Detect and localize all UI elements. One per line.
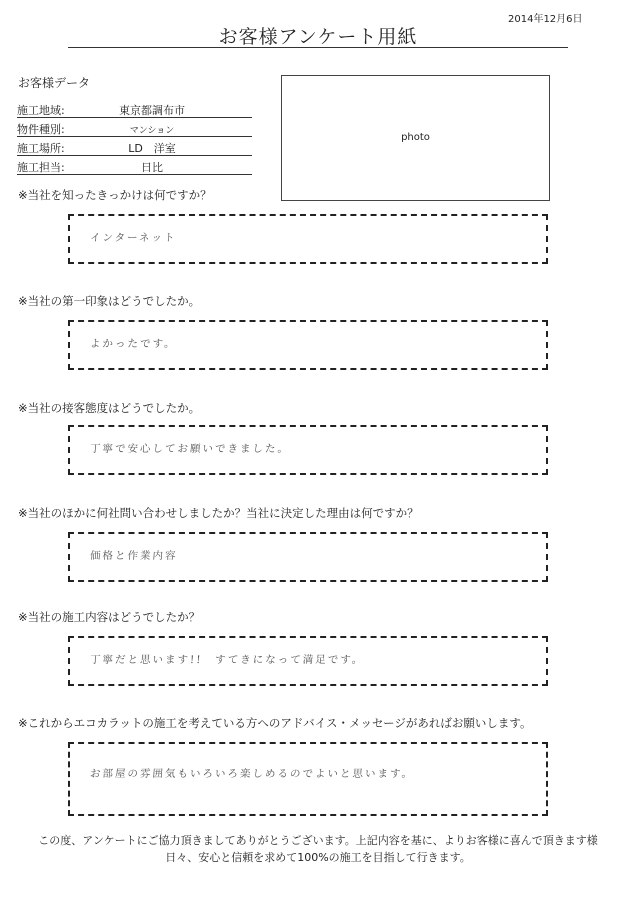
- info-row-location: [17, 138, 252, 156]
- photo-label: photo: [401, 132, 430, 143]
- title-underline: [68, 47, 568, 48]
- info-value-area: 東京都調布市: [119, 104, 185, 117]
- info-value-location: LD 洋室: [128, 142, 176, 155]
- answer-2: よかったです。: [89, 338, 178, 350]
- info-label-property-type: 物件種別:: [17, 123, 65, 136]
- info-row-area: [17, 100, 252, 118]
- answer-box-3: [68, 425, 548, 475]
- survey-date: 2014年12月6日: [508, 14, 583, 25]
- answer-6: お部屋の雰囲気もいろいろ楽しめるのでよいと思います。: [89, 768, 415, 780]
- answer-box-2: [68, 320, 548, 370]
- footer-line-2: 日々、安心と信頼を求めて100%の施工を目指して行きます。: [165, 851, 471, 864]
- answer-box-1: [68, 214, 548, 264]
- answer-box-5: [68, 636, 548, 686]
- question-3: ※当社の接客態度はどうでしたか。: [18, 401, 201, 415]
- page-title: お客様アンケート用紙: [218, 26, 418, 48]
- footer-line-1: この度、アンケートにご協力頂きましてありがとうございます。上記内容を基に、よりお客様に喜んで頂きます様: [38, 834, 598, 847]
- info-value-property-type: マンション: [129, 126, 175, 136]
- answer-1: インターネット: [89, 232, 177, 244]
- info-value-staff: 日比: [141, 161, 163, 174]
- info-label-staff: 施工担当:: [17, 161, 65, 174]
- answer-box-6: [68, 742, 548, 816]
- answer-box-4: [68, 532, 548, 582]
- photo-placeholder: [281, 75, 550, 201]
- answer-5: 丁寧だと思います!! すてきになって満足です。: [89, 654, 365, 666]
- info-row-property-type: [17, 119, 252, 137]
- info-row-staff: [17, 157, 252, 175]
- info-label-location: 施工場所:: [17, 142, 65, 155]
- question-1: ※当社を知ったきっかけは何ですか？: [18, 188, 212, 202]
- answer-3: 丁寧で安心してお願いできました。: [89, 443, 291, 455]
- answer-4: 価格と作業内容: [89, 550, 178, 562]
- question-2: ※当社の第一印象はどうでしたか。: [18, 294, 201, 308]
- question-4: ※当社のほかに何社問い合わせしましたか？当社に決定した理由は何ですか？: [18, 506, 419, 520]
- info-label-area: 施工地域:: [17, 104, 65, 117]
- question-5: ※当社の施工内容はどうでしたか？: [18, 610, 201, 624]
- question-6: ※これからエコカラットの施工を考えている方へのアドバイス・メッセージがあればお願いします。: [18, 716, 532, 730]
- customer-data-heading: お客様データ: [18, 76, 91, 90]
